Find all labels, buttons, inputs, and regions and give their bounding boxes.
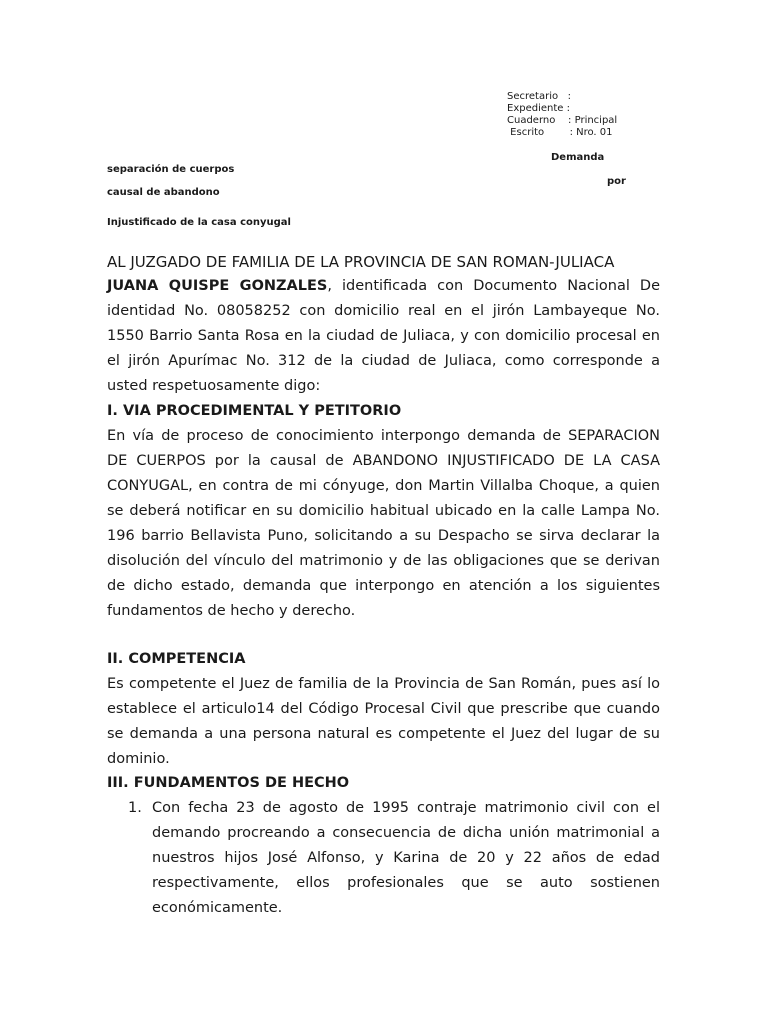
case-metadata [507,91,617,139]
section-3 [107,771,660,796]
plaintiff-name: JUANA QUISPE GONZALES [107,278,328,294]
list-item [128,796,660,921]
secretario-field: Secretario : [507,91,572,102]
intro-text: , identificada con Documento Nacional De identidad No. 08058252 con domicilio real en el jirón Lambayeque No. 1550 Barrio Santa Rosa en la ciudad de Juliaca, y con domicilio procesal en el jirón Apurímac No. 312 de la ciudad de Juliaca, como corresponde a usted respetuosamente digo: [107,278,660,394]
section-2-heading: II. COMPETENCIA [107,651,246,667]
cuaderno-field: Cuaderno : Principal [507,115,618,126]
escrito-field: Escrito : Nro. 01 [507,127,613,138]
section-1-heading: I. VIA PROCEDIMENTAL Y PETITORIO [107,403,402,419]
subject-line-1: separación de cuerpos [107,164,235,175]
subject-demanda: Demanda [551,152,605,163]
section-2 [107,647,660,772]
court-addressee: AL JUZGADO DE FAMILIA DE LA PROVINCIA DE SAN ROMAN-JULIACA [107,253,615,271]
section-1 [107,399,660,624]
section-3-heading: III. FUNDAMENTOS DE HECHO [107,775,350,791]
subject-line-2: causal de abandono [107,187,220,198]
subject-line-3: Injustificado de la casa conyugal [107,217,291,228]
intro-paragraph [107,274,660,399]
list-item-number: 1. [128,800,142,816]
section-1-text: En vía de proceso de conocimiento interpongo demanda de SEPARACION DE CUERPOS por la causal de ABANDONO INJUSTIFICADO DE LA CASA CONYUGAL, en contra de mi cónyuge, don Martin Villalba Choque, a quien se deberá notificar en su domicilio habitual ubicado en la calle Lampa No. 196 barrio Bellavista Puno, solicitando a su Despacho se sirva declarar la disolución del vínculo del matrimonio y de las obligaciones que se derivan de dicho estado, demanda que interpongo en atención a los siguientes fundamentos de hecho y derecho. [107,428,660,619]
subject-por: por [607,176,626,187]
expediente-field: Expediente : [507,103,570,114]
list-item-text: Con fecha 23 de agosto de 1995 contraje matrimonio civil con el demando procreando a consecuencia de dicha unión matrimonial a nuestros hijos José Alfonso, y Karina de 20 y 22 años de edad respectivamente, ellos profesionales que se auto sostienen económicamente. [152,800,660,916]
section-2-text: Es competente el Juez de familia de la Provincia de San Román, pues así lo establece el articulo14 del Código Procesal Civil que prescribe que cuando se demanda a una persona natural es competente el Juez del lugar de su dominio. [107,676,660,767]
